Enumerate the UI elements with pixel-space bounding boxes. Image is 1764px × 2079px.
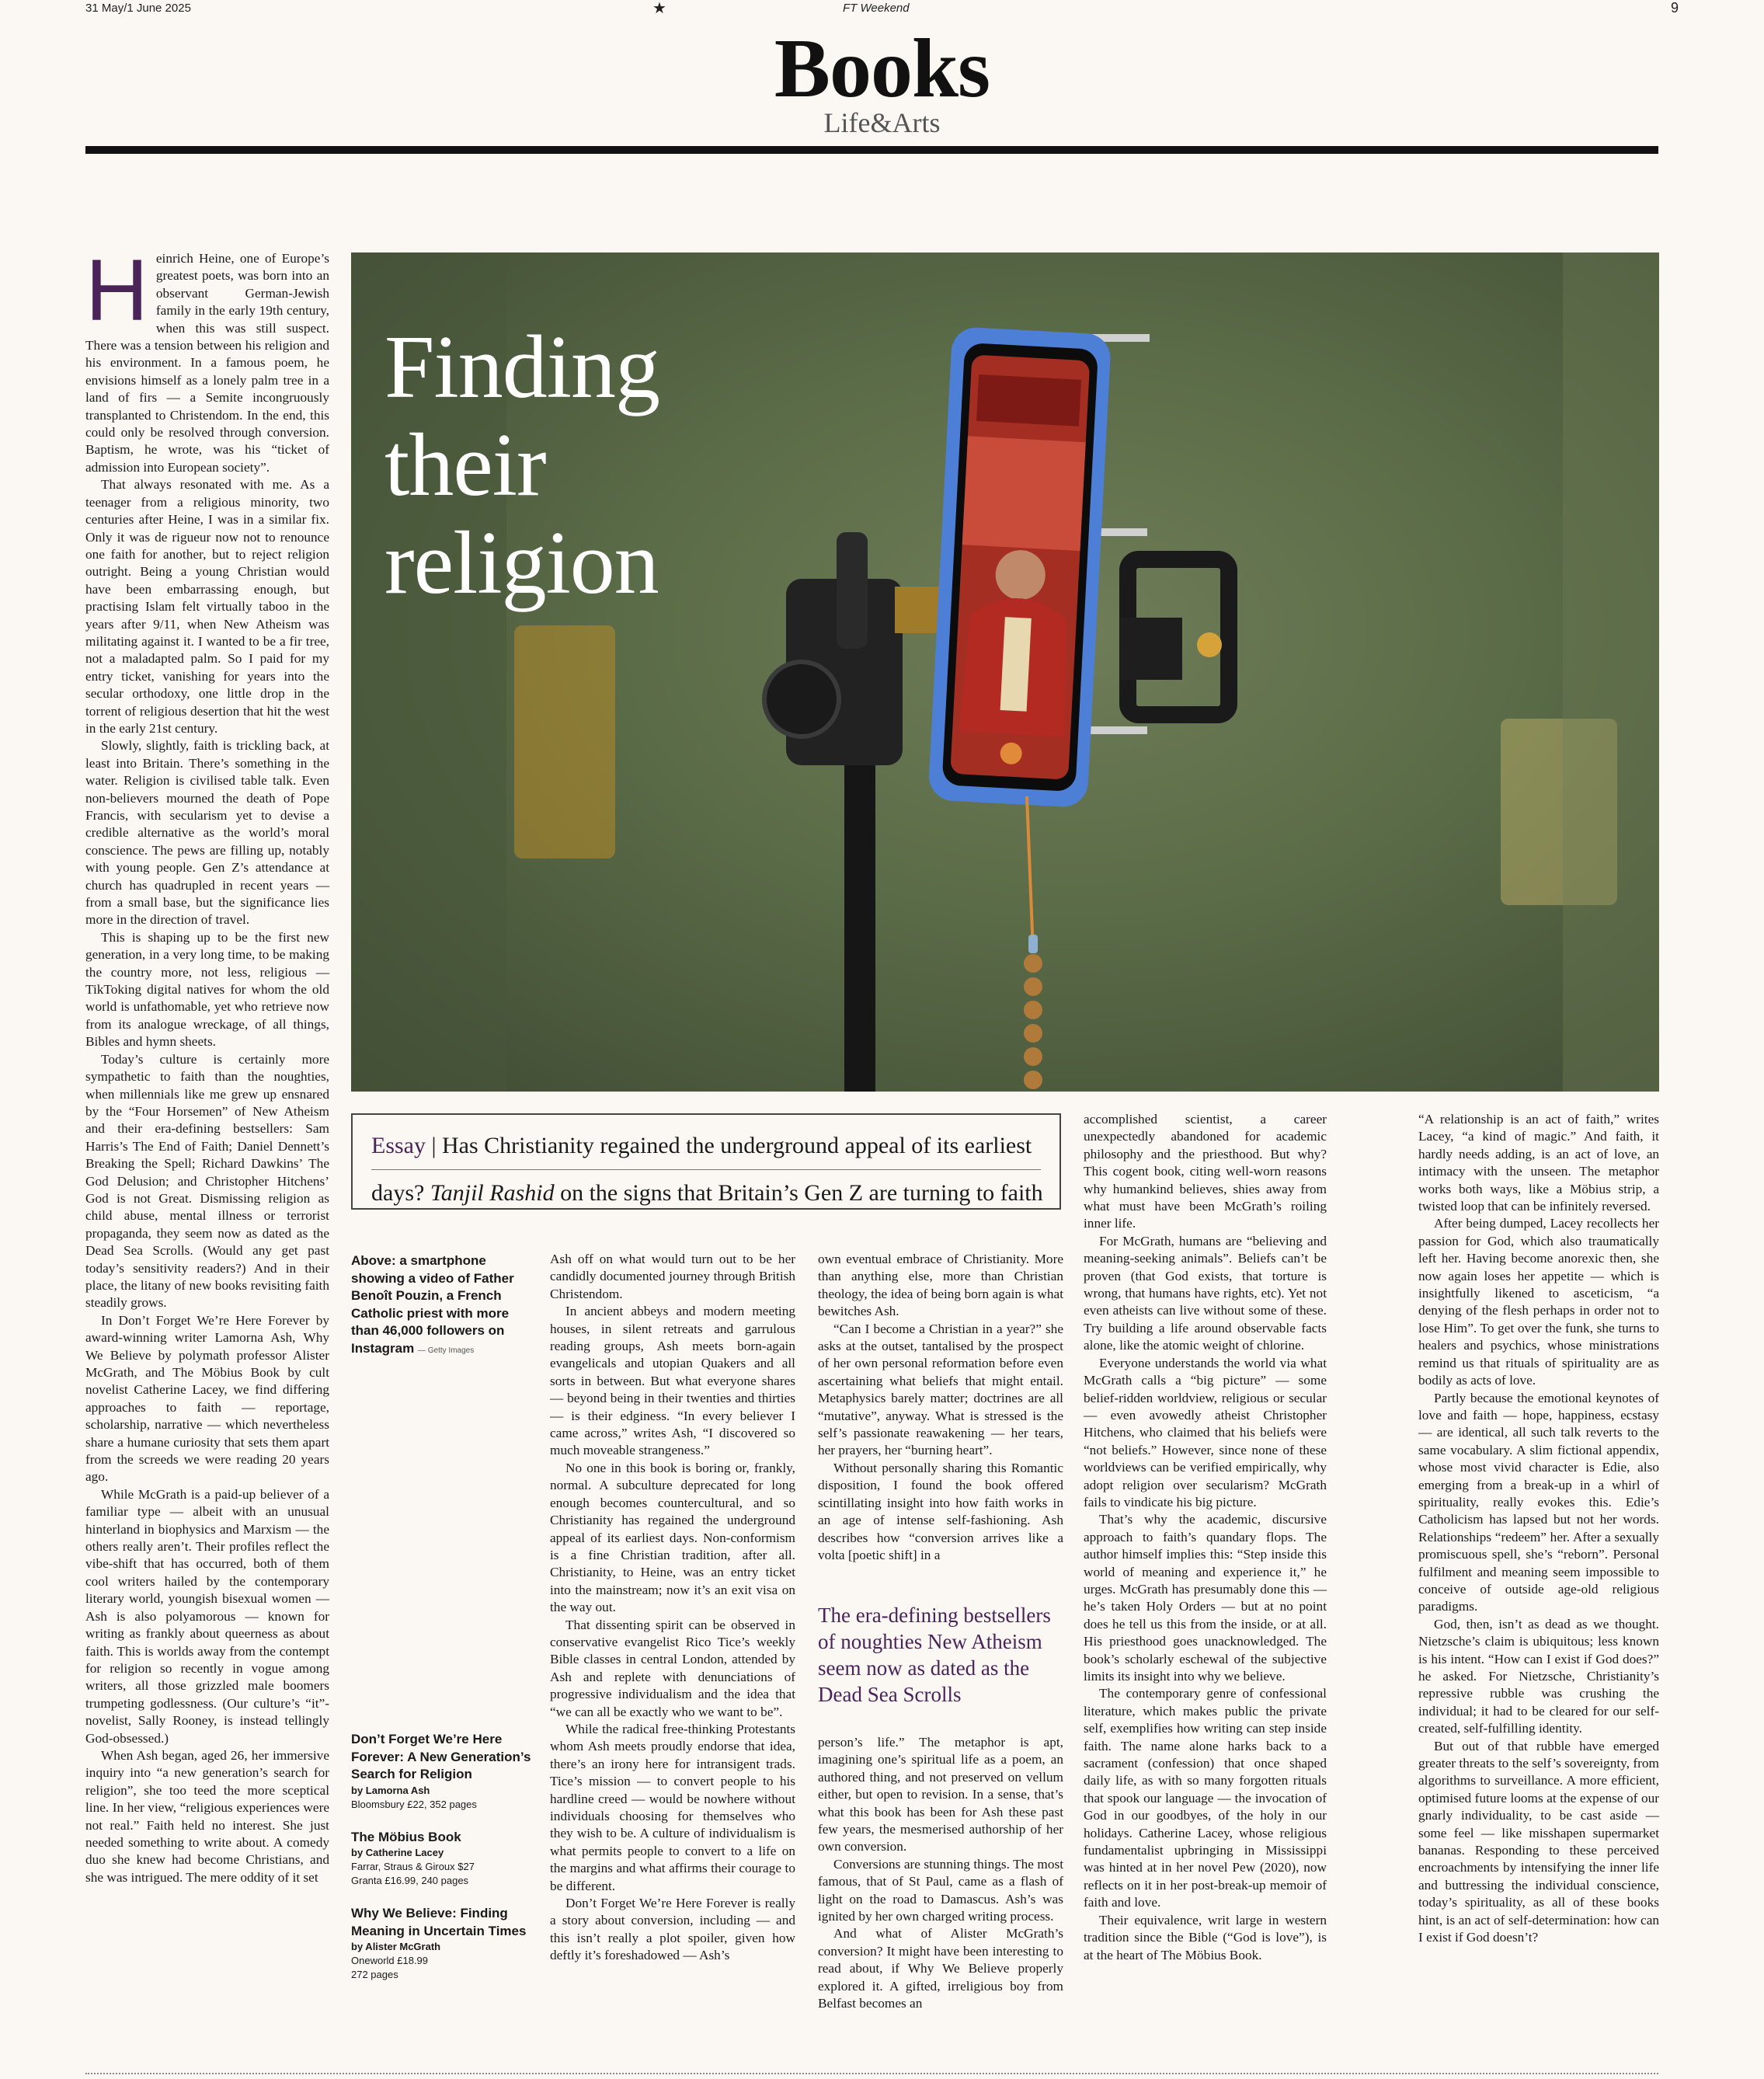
- article-paragraph: own eventual embrace of Christianity. More than anything else, more than Christian theology, the idea of being born again is what bewitches Ash.: [818, 1252, 1063, 1319]
- article-paragraph: After being dumped, Lacey recollects her passion for God, which also traumatically left her. Having become anorexic then, she now again loses her appetite — which is insightfully likened to asceticism, “a denying of the flesh perhaps in order not to lose Him”. To get over the funk, she turns to healers and psychics, whose ministrations remind us that rituals of spirituality are as bodily as acts of love.: [1418, 1216, 1659, 1388]
- footer-rule: [85, 2073, 1658, 2074]
- article-paragraph: person’s life.” The metaphor is apt, imagining one’s spiritual life as a poem, an authored thing, and not preserved on vellum either, but open to revision. In a sense, that’s what this book has been for Ash these past few years, the mesmerised authorship of her own conversion.: [818, 1735, 1063, 1854]
- book-entry: [351, 1905, 531, 1982]
- article-paragraph: While McGrath is a paid-up believer of a familiar type — albeit with an unusual hinterland in biophysics and Marxism — the others really aren’t. Their profiles reflect the vibe-shift that has occurred, both of them cool writers hailed by the contemporary literary world, youngish bisexual women — Ash is also polyamorous — known for writing as frankly about queerness as about faith. This is worlds away from the contempt for religion so recently in vogue among writers, all those grizzled male boomers trumpeting godlessness. (Our culture’s “it”-novelist, Sally Rooney, is instead tellingly God-obsessed.): [85, 1486, 329, 1746]
- headline-line: their: [384, 416, 546, 515]
- book-title: Why We Believe: Finding Meaning in Uncertain Times: [351, 1906, 527, 1938]
- standfirst-line-2-start: days?: [371, 1180, 425, 1206]
- book-author: by Catherine Lacey: [351, 1847, 444, 1858]
- article-paragraph: That always resonated with me. As a teenager from a religious minority, two centuries after Heine, I was in a similar fix. Only it was de rigueur now not to renounce one faith for another, but to reject religion outright. Being a young Christian would have been embarrassing enough, but practising Islam felt virtually taboo in the years after 9/11, when New Atheism was militating against it. I wanted to be a fir tree, not a maladapted palm. So I paid for my entry ticket, vanishing for years into the secular orthodoxy, one little drop in the torrent of religious desertion that hit the west in the early 21st century.: [85, 477, 329, 736]
- article-paragraph: Ash off on what would turn out to be her candidly documented journey through British Christendom.: [550, 1252, 795, 1301]
- book-author: by Alister McGrath: [351, 1941, 441, 1952]
- book-publisher: Bloomsbury £22, 352 pages: [351, 1798, 477, 1810]
- article-paragraph: “Can I become a Christian in a year?” she asks at the outset, tantalised by the prospect of her own personal reformation before even ascertaining what beliefs that might entail. Metaphysics barely matter; doctrines are all “mutative”, anyway. What is stressed is the self’s passionate reawakening — her tears, her prayers, her “burning heart”.: [818, 1321, 1063, 1458]
- article-paragraph: No one in this book is boring or, frankly, normal. A subculture deprecated for long enough becomes countercultural, and so Christianity has regained the underground appeal of its earliest days. Non-conformism is a fine Christian tradition, after all. Christianity, to Heine, was an entry ticket into the mainstream; now it’s an exit visa on the way out.: [550, 1460, 795, 1615]
- headline-line: Finding: [384, 318, 659, 417]
- article-paragraph: Slowly, slightly, faith is trickling back, at least into Britain. There’s something in the water. Religion is civilised table talk. Even non-believers mourned the death of Pope Francis, with secularism yet to devise a credible alternative as the world’s moral conscience. The pews are filling up, notably with young people. Gen Z’s attendance at church has quadrupled in recent years — from a small base, but the significance lies more in the direction of travel.: [85, 738, 329, 928]
- article-paragraph: The contemporary genre of confessional literature, which makes public the private self, exemplifies how writing can step inside faith. The name alone harks back to a sacrament (confession) that once shaped daily life, as with so many forgotten rituals that spook our language — the invocation of God in our goodbyes, of the holy in our holidays. Catherine Lacey, whose religious fundamentalist upbringing in Mississippi was hinted at in her novel Pew (2020), now reflects on it in her post-break-up memoir of faith and love.: [1084, 1686, 1327, 1910]
- photo-credit: — Getty Images: [417, 1346, 475, 1355]
- article-paragraph: But out of that rubble have emerged greater threats to the self’s sovereignty, from algorithms to surveillance. A more efficient, optimised future looms at the expense of our gnarly individuality, to be cast aside — some feel — like misshapen supermarket bananas. Responding to these perceived encroachments by intensifying the inner life and buttressing the individual conscience, today’s spirituality, as all of these books hint, is an act of self-determination: how can I exist if God doesn’t?: [1418, 1738, 1659, 1945]
- book-publisher-uk: Granta £16.99, 240 pages: [351, 1875, 469, 1886]
- article-column-4-bottom: [818, 1734, 1063, 2013]
- pull-quote: The era-defining bestsellers of noughties New Atheism seem now as dated as the Dead Sea Scrolls: [818, 1604, 1051, 1706]
- article-paragraph: For McGrath, humans are “believing and meaning-seeking animals”. Beliefs can’t be proven (that God exists, that torture is wrong, that humans have rights, etc). Yet not even atheists can live without some of these. Try building a life around observable facts alone, like the atomic weight of chlorine.: [1084, 1233, 1327, 1353]
- book-details-list: [351, 1731, 531, 1999]
- masthead-rule: [85, 146, 1658, 154]
- section-title: Books: [774, 23, 990, 115]
- article-paragraph: Heinrich Heine, one of Europe’s greatest poets, was born into an observant German-Jewish family in the early 19th century, when this was still suspect. There was a tension between his religion and his environment. In a famous poem, he envisions himself as a lonely palm tree in a land of firs — a Semite incongruously transplanted to Christendom. In the end, this could only be resolved through conversion. Baptism, he wrote, was his “ticket of admission into European society”.: [85, 242, 329, 475]
- article-column-1: [85, 242, 329, 1886]
- article-column-5: [1084, 1111, 1327, 1964]
- page-number: 9: [1670, 0, 1679, 16]
- book-pages: 272 pages: [351, 1969, 398, 1980]
- book-publisher: Oneworld £18.99: [351, 1955, 429, 1966]
- book-title: The Möbius Book: [351, 1829, 461, 1844]
- article-paragraph: And what of Alister McGrath’s conversion? It might have been interesting to read about, if Why We Believe properly explored it. A gifted, irreligious boy from Belfast becomes an: [818, 1926, 1063, 2011]
- page-header: [85, 0, 1679, 19]
- photo-caption: [351, 1252, 531, 1360]
- essay-label: Essay: [371, 1133, 426, 1158]
- standfirst-line-2-end: on the signs that Britain’s Gen Z are turning to faith: [560, 1180, 1043, 1206]
- section-masthead: [0, 23, 1764, 137]
- book-title: Don’t Forget We’re Here Forever: A New Generation’s Search for Religion: [351, 1732, 531, 1781]
- article-paragraph: While the radical free-thinking Protestants whom Ash meets proudly endorse that idea, there’s an irony here for intransigent trads. Tice’s mission — to convert people to his hardline creed — would be nowhere without individuals choosing for themselves who they wish to be. A culture of individualism is what permits people to convert to a life on the margins and what affirms their courage to be different.: [550, 1721, 795, 1893]
- caption-text: Above: a smartphone showing a video of Father Benoît Pouzin, a French Catholic priest with more than 46,000 followers on Instagram: [351, 1253, 514, 1356]
- article-column-6: [1418, 1111, 1659, 1947]
- article-paragraph: accomplished scientist, a career unexpectedly abandoned for academic philosophy and the priesthood. But why? This cogent book, citing well-worn reasons why humankind believes, shies away from what must have been McGrath’s roiling inner life.: [1084, 1112, 1327, 1231]
- edition-star: ★: [652, 0, 666, 17]
- paper-name: FT Weekend: [843, 2, 910, 15]
- standfirst-line-1: Has Christianity regained the underground appeal of its earliest: [442, 1133, 1032, 1158]
- section-subtitle: Life&Arts: [823, 107, 941, 138]
- issue-date: 31 May/1 June 2025: [85, 2, 191, 15]
- article-paragraph: Today’s culture is certainly more sympathetic to faith than the noughties, when millennials like me grew up ensnared by the “Four Horsemen” of New Atheism and their era-defining bestsellers: Sam Harris’s The End of Faith; Daniel Dennett’s Breaking the Spell; Richard Dawkins’ The God Delusion; and Christopher Hitchens’ God is not Great. Dismissing religion as child abuse, mental illness or terrorist propaganda, they seem now as dated as the Dead Sea Scrolls. (Would any get past today’s sensitivity readers?) And in their place, the litany of new books revisiting faith steadily grows.: [85, 1051, 329, 1311]
- article-paragraph: In Don’t Forget We’re Here Forever by award-winning writer Lamorna Ash, Why We Believe by polymath professor Alister McGrath, and The Möbius Book by cult novelist Catherine Lacey, we find differing approaches to faith — reportage, scholarship, narrative — which nevertheless share a humane curiosity that sets them apart from the screeds we were reading 20 years ago.: [85, 1312, 329, 1485]
- book-entry: [351, 1829, 531, 1889]
- article-paragraph: Partly because the emotional keynotes of love and faith — hope, happiness, ecstasy — are identical, all such talk reverts to the same vocabulary. A slim fictional appendix, whose most vivid character is Edie, also emerging from a break-up in a whirl of spirituality, really evokes this. Edie’s Catholicism has lapsed but not her words. Relationships “redeem” her. After a sexually promiscuous spell, she’s “reborn”. Personal fulfilment and meaning seem impossible to conceive of outside age-old religious paradigms.: [1418, 1390, 1659, 1614]
- article-paragraph: Everyone understands the world via what McGrath calls a “big picture” — some belief-ridden worldview, religious or secular — even avowedly atheist Christopher Hitchens, who claimed that his beliefs were “not beliefs.” However, since none of these worldviews can be verified empirically, why adopt religion over secularism? McGrath fails to vindicate his big picture.: [1084, 1355, 1327, 1510]
- standfirst-separator: |: [431, 1133, 437, 1158]
- standfirst-box: [351, 1113, 1061, 1210]
- article-column-4-top: [818, 1251, 1063, 1564]
- article-paragraph: Conversions are stunning things. The most famous, that of St Paul, came as a flash of light on the road to Damascus. Ash’s was ignited by her own charged writing process.: [818, 1856, 1063, 1924]
- drop-cap: H: [85, 242, 148, 339]
- article-paragraph: That’s why the academic, discursive approach to faith’s quandary flops. The author himself implies this: “Step inside this world of meaning and experience it,” he urges. McGrath has presumably done this — he’s taken Holy Orders — but at no point does he tell us this from the inside, or at all. His priesthood goes unacknowledged. The book’s scholarly eschewal of the subjective limits its insight into why we believe.: [1084, 1512, 1327, 1684]
- article-paragraph: “A relationship is an act of faith,” writes Lacey, “a kind of magic.” And faith, it hardly needs adding, is an act of love, an intimacy with the unseen. The metaphor works both ways, like a Möbius strip, a twisted loop that can be infinitely reversed.: [1418, 1112, 1659, 1214]
- book-author: by Lamorna Ash: [351, 1784, 430, 1796]
- article-paragraph: In ancient abbeys and modern meeting houses, in silent retreats and garrulous reading groups, Ash meets born-again evangelicals and utopian Quakers and all sorts in between. But what everyone shares — beyond being in their twenties and thirties — is their edginess. “In every believer I came across,” writes Ash, “I discovered so much moveable strangeness.”: [550, 1304, 795, 1458]
- article-paragraph: Without personally sharing this Romantic disposition, I found the book offered scintillating insight into how faith works in an age of intense self-fashioning. Ash describes how “conversion arrives like a volta [poetic shift] in a: [818, 1460, 1063, 1562]
- headline-line: religion: [384, 514, 659, 613]
- article-paragraph: This is shaping up to be the first new generation, in a very long time, to be making the country more, not less, religious — TikToking digital natives for whom the old world is unfathomable, yet who retrieve now from its analogue wreckage, of all things, Bibles and hymn sheets.: [85, 929, 329, 1050]
- article-headline: [384, 319, 659, 612]
- byline-author: Tanjil Rashid: [430, 1180, 555, 1206]
- article-paragraph: That dissenting spirit can be observed in conservative evangelist Rico Tice’s weekly Bible classes in central London, attended by Ash and replete with denunciations of progressive individualism and the idea that “we can all be exactly who we want to be”.: [550, 1617, 795, 1719]
- article-paragraph: When Ash began, aged 26, her immersive inquiry into “a new generation’s search for religion”, she too teed the more sceptical line. In her view, “religious experiences were not real.” Faith held no interest. She just needed something to write about. A comedy duo she knew had become Christians, and she was intrigued. The mere oddity of it set: [85, 1747, 329, 1885]
- book-entry: [351, 1731, 531, 1812]
- article-paragraph: Their equivalence, writ large in western tradition since the Bible (“God is love”), is at the heart of The Möbius Book.: [1084, 1912, 1327, 1962]
- article-paragraph: God, then, isn’t as dead as we thought. Nietzsche’s claim is ubiquitous; less known is his intent. “How can I exist if God does?” he asked. For Nietzsche, Christianity’s repressive rubble was crushing the individual; it had to be cleared for our self-created, self-fulfilling identity.: [1418, 1616, 1659, 1736]
- article-column-3: [550, 1251, 795, 1965]
- article-paragraph: Don’t Forget We’re Here Forever is really a story about conversion, including — and this isn’t really a plot spoiler, given how deftly it’s foreshadowed — Ash’s: [550, 1896, 795, 1963]
- book-publisher: Farrar, Straus & Giroux $27: [351, 1861, 475, 1872]
